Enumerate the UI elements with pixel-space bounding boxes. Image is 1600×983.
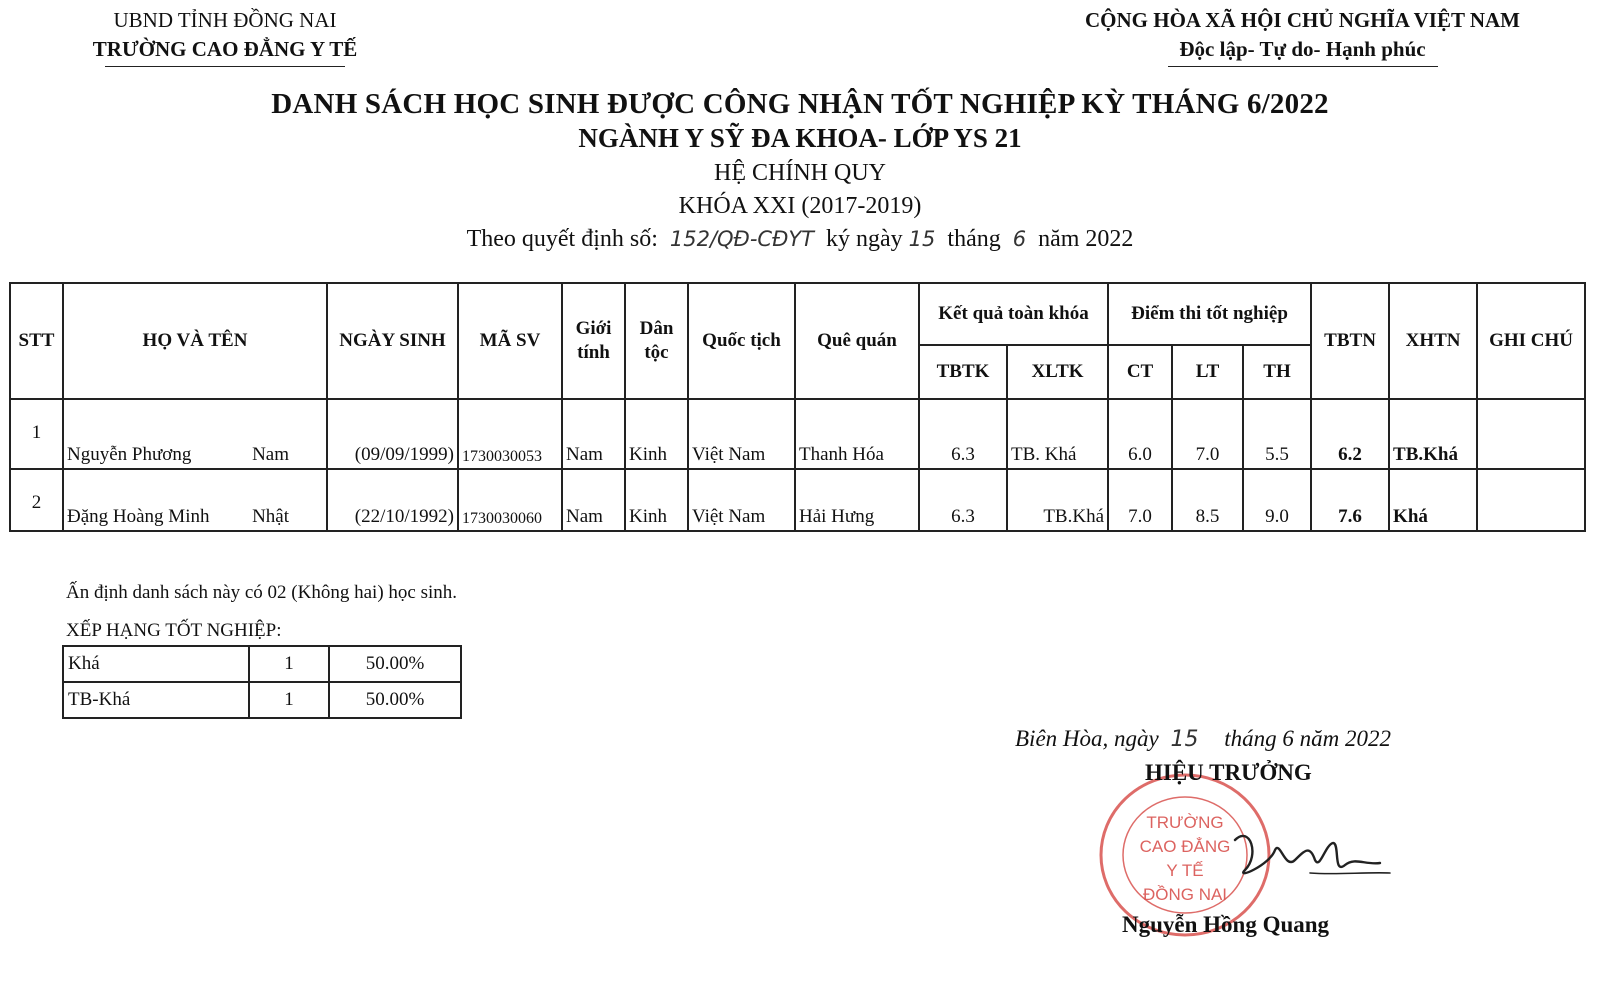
signing-date-prefix: Biên Hòa, ngày: [1015, 726, 1159, 751]
col-th: TH: [1243, 345, 1311, 399]
col-lt: LT: [1172, 345, 1243, 399]
ranking-row: [63, 646, 461, 682]
ranking-percent: 50.00%: [329, 646, 461, 682]
row-xltk: TB. Khá: [1007, 399, 1108, 469]
row-hometown: Thanh Hóa: [795, 399, 919, 469]
row-student-id: 1730030060: [458, 469, 562, 531]
row-th: 9.0: [1243, 469, 1311, 531]
decision-line: [0, 226, 1600, 253]
signed-day: 15: [908, 227, 936, 251]
graduates-table: [9, 282, 1586, 532]
row-xhtn: TB.Khá: [1389, 399, 1477, 469]
table-row: [10, 399, 1585, 469]
ranking-title: XẾP HẠNG TỐT NGHIỆP:: [66, 620, 282, 641]
col-note: GHI CHÚ: [1477, 283, 1585, 399]
signer-name: Nguyễn Hồng Quang: [1122, 912, 1330, 937]
row-gender: Nam: [562, 399, 625, 469]
document-title-block: [0, 88, 1600, 253]
row-lt: 8.5: [1172, 469, 1243, 531]
table-row: [10, 469, 1585, 531]
col-gender: Giới tính: [562, 283, 625, 399]
ranking-label: TB-Khá: [63, 682, 249, 718]
col-name: HỌ VÀ TÊN: [63, 283, 327, 399]
ranking-label: Khá: [63, 646, 249, 682]
col-tbtn: TBTN: [1311, 283, 1389, 399]
seal-text-line: ĐỒNG NAI: [1142, 885, 1228, 904]
ranking-table: [62, 645, 462, 719]
seal-text-line: TRƯỜNG: [1146, 813, 1224, 832]
school-name: TRƯỜNG CAO ĐẲNG Y TẾ: [92, 37, 358, 61]
row-dob: (22/10/1992): [327, 469, 458, 531]
signed-day-label: ký ngày: [826, 226, 903, 252]
row-first-name: Nhật: [252, 506, 289, 527]
signing-date: [1015, 726, 1391, 752]
document-title: DANH SÁCH HỌC SINH ĐƯỢC CÔNG NHẬN TỐT NGHIỆP KỲ THÁNG 6/2022: [271, 88, 1329, 120]
col-ethnicity: Dân tộc: [625, 283, 688, 399]
document-subtitle: NGÀNH Y SỸ ĐA KHOA- LỚP YS 21: [578, 123, 1022, 153]
row-hometown: Hải Hưng: [795, 469, 919, 531]
seal-text-line: Y TẾ: [1166, 861, 1204, 880]
row-stt: 1: [10, 399, 63, 469]
decision-prefix: Theo quyết định số:: [466, 226, 658, 252]
col-xhtn: XHTN: [1389, 283, 1477, 399]
row-last-middle-name: Nguyễn Phương: [67, 444, 192, 465]
row-ct: 6.0: [1108, 399, 1172, 469]
year-label: năm 2022: [1038, 226, 1134, 252]
col-overall-result: Kết quả toàn khóa: [919, 283, 1108, 345]
col-ct: CT: [1108, 345, 1172, 399]
seal-text-line: CAO ĐẲNG: [1139, 837, 1231, 856]
signer-title: HIỆU TRƯỞNG: [1145, 760, 1312, 785]
row-xltk: TB.Khá: [1007, 469, 1108, 531]
row-nationality: Việt Nam: [688, 469, 795, 531]
ranking-count: 1: [249, 682, 329, 718]
header-underline: [105, 66, 345, 67]
row-dob: (09/09/1999): [327, 399, 458, 469]
row-student-id: 1730030053: [458, 399, 562, 469]
row-tbtk: 6.3: [919, 399, 1007, 469]
program-type: HỆ CHÍNH QUY: [714, 160, 886, 186]
col-xltk: XLTK: [1007, 345, 1108, 399]
ranking-percent: 50.00%: [329, 682, 461, 718]
col-stt: STT: [10, 283, 63, 399]
agency-name: UBND TỈNH ĐỒNG NAI: [113, 8, 337, 32]
national-title: CỘNG HÒA XÃ HỘI CHỦ NGHĨA VIỆT NAM: [1084, 8, 1521, 32]
col-hometown: Quê quán: [795, 283, 919, 399]
motto-underline: [1168, 66, 1438, 67]
handwritten-signature-icon: [1215, 815, 1395, 905]
row-ethnicity: Kinh: [625, 469, 688, 531]
row-ethnicity: Kinh: [625, 399, 688, 469]
row-tbtk: 6.3: [919, 469, 1007, 531]
row-ct: 7.0: [1108, 469, 1172, 531]
row-gender: Nam: [562, 469, 625, 531]
row-first-name: Nam: [252, 444, 289, 465]
col-student-id: MÃ SV: [458, 283, 562, 399]
col-tbtk: TBTK: [919, 345, 1007, 399]
month-label: tháng: [947, 226, 1001, 252]
row-name: [63, 469, 327, 531]
col-nationality: Quốc tịch: [688, 283, 795, 399]
row-note: [1477, 399, 1585, 469]
col-dob: NGÀY SINH: [327, 283, 458, 399]
row-name: [63, 399, 327, 469]
ranking-row: [63, 682, 461, 718]
list-count-note: Ấn định danh sách này có 02 (Không hai) học sinh.: [66, 582, 458, 603]
decision-number: 152/QĐ-CĐYT: [669, 227, 815, 251]
row-lt: 7.0: [1172, 399, 1243, 469]
row-stt: 2: [10, 469, 63, 531]
agency-header: [60, 8, 390, 67]
row-note: [1477, 469, 1585, 531]
course-cohort: KHÓA XXI (2017-2019): [678, 193, 922, 219]
col-exam-scores: Điểm thi tốt nghiệp: [1108, 283, 1311, 345]
row-th: 5.5: [1243, 399, 1311, 469]
signing-day: 15: [1170, 727, 1199, 752]
ranking-count: 1: [249, 646, 329, 682]
row-tbtn: 6.2: [1311, 399, 1389, 469]
row-tbtn: 7.6: [1311, 469, 1389, 531]
row-nationality: Việt Nam: [688, 399, 795, 469]
row-xhtn: Khá: [1389, 469, 1477, 531]
signed-month: 6: [1012, 227, 1027, 251]
national-header: [1030, 8, 1575, 67]
row-last-middle-name: Đặng Hoàng Minh: [67, 506, 210, 527]
national-motto: Độc lập- Tự do- Hạnh phúc: [1179, 37, 1426, 61]
signing-date-suffix: tháng 6 năm 2022: [1224, 726, 1391, 751]
